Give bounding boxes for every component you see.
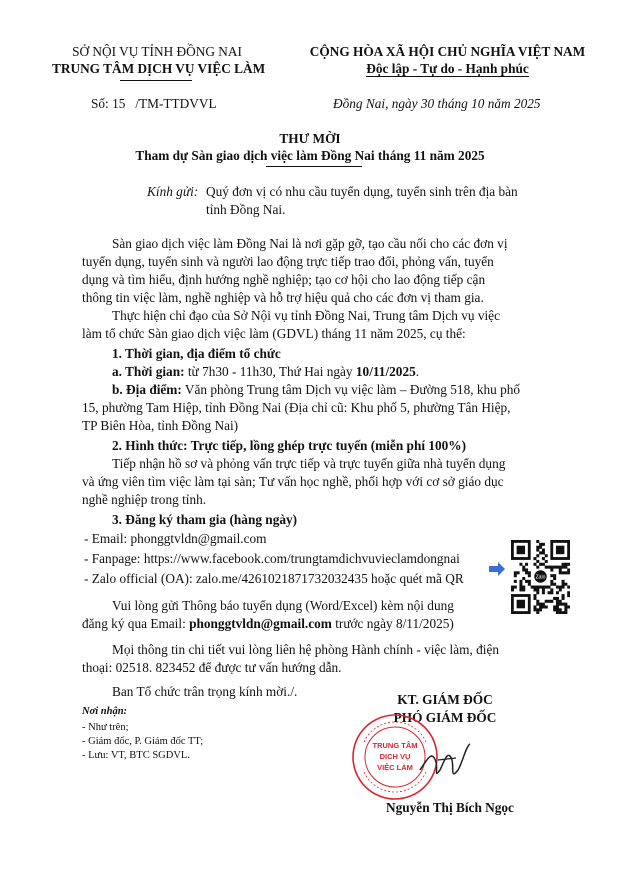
- center-underline: [120, 80, 192, 81]
- arrow-right-icon: [488, 560, 506, 578]
- paragraph-line: Vui lòng gửi Thông báo tuyển dụng (Word/Excel) kèm nội dung: [112, 598, 454, 613]
- location-line: b. Địa điểm: Văn phòng Trung tâm Dịch vụ việc làm – Đường 518, khu phố: [112, 382, 521, 397]
- national-motto: Độc lập - Tự do - Hạnh phúc: [366, 61, 529, 76]
- place-date: Đồng Nai, ngày 30 tháng 10 năm 2025: [333, 96, 541, 111]
- paragraph-line: tuyển dụng, tuyển sinh và người lao động trực tiếp trao đổi, phỏng vấn, tuyển: [82, 254, 494, 269]
- handwritten-signature: [418, 740, 474, 786]
- recipient-item: - Giám đốc, P. Giám đốc TT;: [82, 736, 204, 747]
- paragraph-line: Sàn giao dịch việc làm Đồng Nai là nơi gặp gỡ, tạo cầu nối cho các đơn vị: [112, 236, 508, 251]
- paragraph-line: thoại: 02518. 823452 để được tư vấn hướng dẫn.: [82, 660, 342, 675]
- qr-logo-label: Zalo: [535, 574, 546, 581]
- contact-email[interactable]: - Email: phonggtvldn@gmail.com: [84, 531, 267, 546]
- contact-fanpage[interactable]: - Fanpage: https://www.facebook.com/trungtamdichvuvieclamdongnai: [84, 551, 460, 566]
- svg-text:VIỆC LÀM: VIỆC LÀM: [377, 763, 413, 772]
- section-heading: 2. Hình thức: Trực tiếp, lồng ghép trực tuyến (miễn phí 100%): [112, 438, 467, 453]
- signer-title: KT. GIÁM ĐỐC: [397, 692, 493, 707]
- country-name: CỘNG HÒA XÃ HỘI CHỦ NGHĨA VIỆT NAM: [309, 44, 586, 59]
- paragraph-line: Tiếp nhận hồ sơ và phỏng vấn trực tiếp và trực tuyến giữa nhà tuyển dụng: [112, 456, 506, 471]
- paragraph-line: dụng và tìm hiểu, định hướng nghề nghiệp; tạo cơ hội cho lao động tiếp cận: [82, 272, 486, 287]
- paragraph-line: làm tổ chức Sàn giao dịch việc làm (GDVL) tháng 11 năm 2025, cụ thể:: [82, 326, 466, 341]
- document-title: THƯ MỜI: [279, 131, 341, 146]
- email-link[interactable]: phonggtvldn@gmail.com: [189, 616, 332, 631]
- document-number: Số: 15 /TM-TTDVVL: [91, 96, 217, 111]
- contact-zalo[interactable]: - Zalo official (OA): zalo.me/4261021871732032435 hoặc quét mã QR: [84, 571, 464, 586]
- recipient-label: Kính gửi:: [147, 184, 199, 199]
- paragraph-line: đăng ký qua Email: phonggtvldn@gmail.com trước ngày 8/11/2025): [82, 616, 454, 631]
- title-underline: [266, 166, 362, 167]
- section-heading: 1. Thời gian, địa điểm tổ chức: [112, 346, 281, 361]
- recipient-item: - Lưu: VT, BTC SGDVL.: [82, 750, 190, 761]
- paragraph-line: nghề nghiệp trong tỉnh.: [82, 492, 207, 507]
- recipient-item: - Như trên;: [82, 722, 129, 733]
- closing-line: Ban Tổ chức trân trọng kính mời./.: [112, 684, 298, 699]
- time-line: a. Thời gian: từ 7h30 - 11h30, Thứ Hai ngày 10/11/2025.: [112, 364, 420, 379]
- section-heading: 3. Đăng ký tham gia (hàng ngày): [112, 512, 298, 527]
- svg-text:DỊCH VỤ: DỊCH VỤ: [379, 752, 411, 761]
- paragraph-line: Thực hiện chỉ đạo của Sở Nội vụ tỉnh Đồng Nai, Trung tâm Dịch vụ việc: [112, 308, 500, 323]
- paragraph-line: Mọi thông tin chi tiết vui lòng liên hệ phòng Hành chính - việc làm, điện: [112, 642, 500, 657]
- center-name: TRUNG TÂM DỊCH VỤ VIỆC LÀM: [52, 61, 266, 76]
- svg-text:TRUNG TÂM: TRUNG TÂM: [372, 741, 418, 750]
- recipient-line: Quý đơn vị có nhu cầu tuyển dụng, tuyển sinh trên địa bàn: [206, 184, 518, 199]
- location-line: 15, phường Tam Hiệp, tỉnh Đồng Nai (Địa chỉ cũ: Khu phố 5, phường Tân Hiệp,: [82, 400, 511, 415]
- location-line: TP Biên Hòa, tỉnh Đồng Nai): [82, 418, 239, 433]
- signer-name: Nguyễn Thị Bích Ngọc: [386, 800, 514, 815]
- qr-code-image[interactable]: [511, 540, 570, 614]
- recipient-line: tỉnh Đồng Nai.: [206, 202, 286, 217]
- recipients-label: Nơi nhận:: [82, 706, 128, 717]
- document-subtitle: Tham dự Sàn giao dịch việc làm Đồng Nai tháng 11 năm 2025: [135, 148, 485, 163]
- paragraph-line: và ứng viên tìm việc làm tại sàn; Tư vấn học nghề, phối hợp với cơ sở giáo dục: [82, 474, 504, 489]
- signer-title: PHÓ GIÁM ĐỐC: [393, 710, 497, 725]
- agency-name: SỞ NỘI VỤ TỈNH ĐỒNG NAI: [72, 44, 242, 59]
- paragraph-line: thông tin việc làm, nghề nghiệp và hỗ trợ hiệu quả cho các đơn vị tham gia.: [82, 290, 484, 305]
